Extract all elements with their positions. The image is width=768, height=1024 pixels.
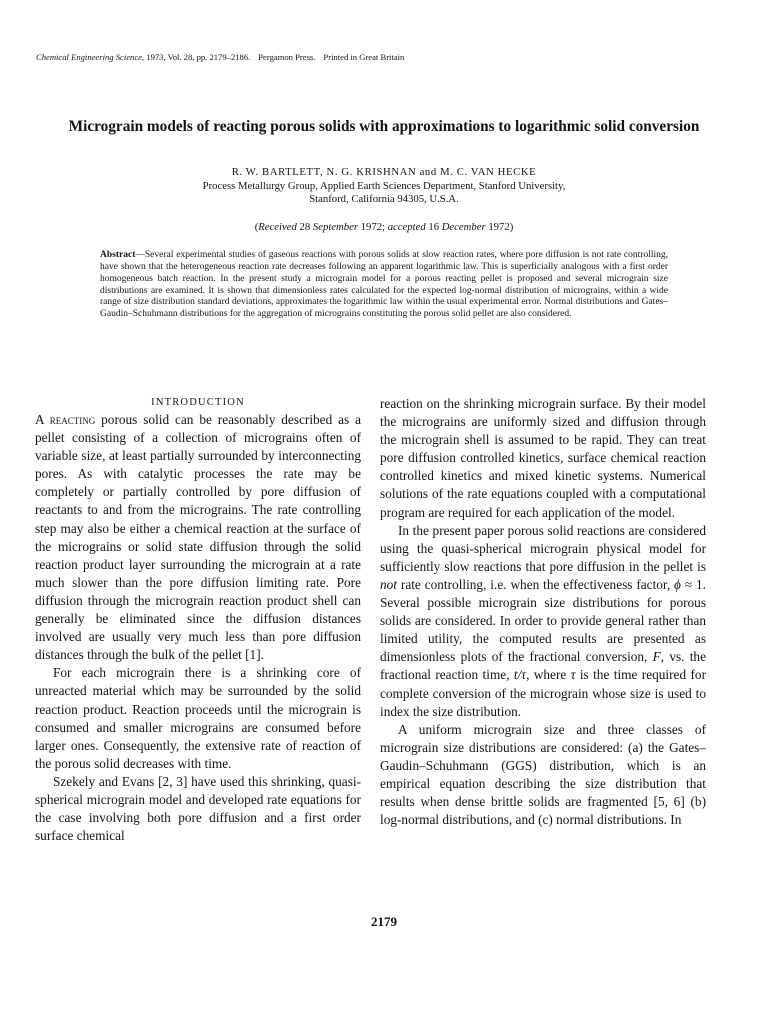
symbol-t-over-tau: t/τ [513, 667, 527, 683]
text-run: is the time required for complete conversion of the micrograin whose size is used to index the size distribution. [380, 667, 706, 719]
received-dates [60, 221, 708, 233]
left-column [35, 396, 361, 845]
received-day: 28 [296, 221, 313, 233]
abstract-text: Several experimental studies of gaseous reactions with porous solids at slow reaction rates, where pore diffusion is not rate controlling, have shown that the heterogeneous reaction rate decreases following an apparent logarithmic law. This is superficially analogous with a first order homogeneous batch reaction. In the present study a micrograin model for a porous reacting pellet is proposed and several micrograin size distributions are examined. It is shown that dimensionless rates calculated for the expected log-normal distribution of micrograins, within a wide range of size distribution standard deviations, approximates the logarithmic law within the usual experimental error. Normal distributions and Gates–Gaudin–Schuhmann distributions for the aggregation of micrograins constituting the porous solid pellet are also considered. [100, 250, 668, 320]
abstract-dash: — [135, 250, 145, 260]
running-head [36, 52, 736, 62]
symbol-F: F [652, 649, 661, 665]
received-label: Received [258, 221, 297, 233]
accepted-year: 1972) [485, 221, 514, 233]
affiliation-line-1: Process Metallurgy Group, Applied Earth Sciences Department, Stanford University, [202, 179, 566, 192]
page-number: 2179 [371, 914, 397, 929]
text-run: rate controlling, i.e. when the effectiveness factor, [397, 576, 675, 592]
accepted-month: December [441, 221, 486, 233]
lead-in: A reacting [35, 412, 96, 427]
accepted-day: 16 [425, 221, 442, 233]
received-year: 1972; [358, 221, 388, 233]
author-block [60, 166, 708, 207]
paragraph-right-3: A uniform micrograin size and three classes of micrograin size distributions are considered: (a) the Gates–Gaudin–Schuhmann (GGS) distribution, which is an empirical equation describing the size distribution that results when dense brittle solids are fragmented [5, 6] (b) log-normal distributions, and (c) normal distributions. In [380, 721, 706, 828]
received-open-paren: ( [254, 221, 259, 233]
paragraph-text: porous solid can be reasonably described as a pellet consisting of a collection of micrograins often of variable size, at least partially surrounded by interconnecting pores. As with catalytic processes the rate may be completely or partially controlled by pore diffusion of reactants to and from the micrograins. The rate controlling step may also be either a chemical reaction at the surface of the micrograins or solid state diffusion through the solid reaction product layer surrounding the micrograin at a rate much slower than the pore diffusion limiting rate. Pore diffusion through the micrograin reaction product shell can generally be eliminated since the diffusion distances involved are usually very much less than pore diffusion distances through the bulk of the pellet [1]. [35, 412, 361, 663]
abstract [100, 250, 668, 321]
section-heading-introduction: INTRODUCTION [151, 397, 245, 408]
text-run: , where [526, 667, 571, 683]
paragraph-right-1: reaction on the shrinking micrograin surface. By their model the micrograins are uniformly sized and diffusion through the micrograin shell is assumed to be rapid. They can treat pore diffusion controlled kinetics, surface chemical reaction controlled kinetics and mixed kinetic systems. Numerical solutions of the rate equations coupled with a computational program are required for each application of the model. [380, 396, 706, 520]
citation: , 1973, Vol. 28, pp. 2179–2186. [141, 52, 251, 62]
printed-note: Printed in Great Britain [323, 52, 405, 62]
accepted-label: accepted [387, 221, 426, 233]
symbol-tau: τ [570, 667, 576, 683]
emphasis-not: not [380, 576, 397, 592]
journal-name: Chemical Engineering Science [36, 52, 142, 62]
affiliation-line-2: Stanford, California 94305, U.S.A. [309, 193, 459, 205]
paragraph-intro-1 [35, 411, 361, 664]
right-column [380, 395, 706, 829]
text-run: , vs. the fractional reaction time, [380, 649, 706, 683]
publisher: Pergamon Press. [258, 52, 316, 62]
paragraph-intro-3: Szekely and Evans [2, 3] have used this shrinking, quasi-spherical micrograin model and developed rate equations for the case involving both pore diffusion and a first order surface chemical [35, 773, 361, 844]
abstract-label: Abstract [100, 250, 136, 260]
received-month: September [312, 221, 358, 233]
text-run: ≈ 1. Several possible micrograin size distributions for porous solids are considered. In order to provide general rather than limited utility, the computed results are presented as dimensionless plots of the fractional conversion, [380, 576, 707, 665]
symbol-phi: ϕ [674, 576, 681, 592]
paper-title: Micrograin models of reacting porous solids with approximations to logarithmic solid conversion [68, 118, 700, 135]
author-names: R. W. BARTLETT, N. G. KRISHNAN and M. C. VAN HECKE [231, 166, 537, 178]
paragraph-intro-2: For each micrograin there is a shrinking core of unreacted material which may be surrounded by the solid reaction product. Reaction proceeds until the micrograin is consumed and smaller micrograins are consumed before larger ones. Consequently, the extensive rate of reaction of the porous solid decreases with time. [35, 665, 361, 771]
text-run: In the present paper porous solid reactions are considered using the quasi-spherical micrograin physical model for sufficiently slow reactions that pore diffusion in the pellet is [380, 522, 706, 574]
paragraph-right-2 [380, 522, 706, 721]
